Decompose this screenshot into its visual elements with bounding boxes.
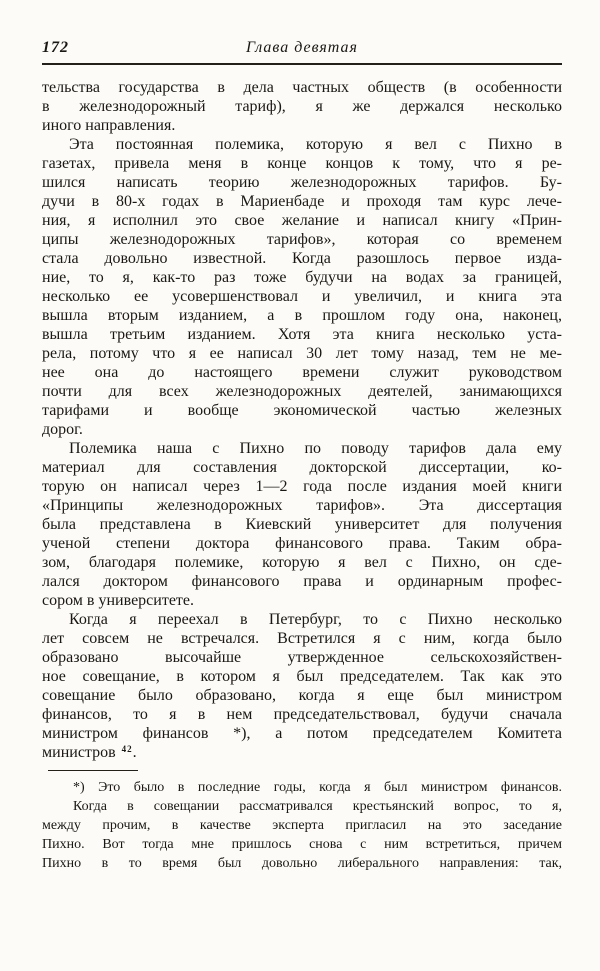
- body-line: ние, то я, как-то раз тоже будучи на водах за границей,: [42, 269, 562, 286]
- page-number: 172: [42, 39, 69, 56]
- body-line: Полемика наша с Пихно по поводу тарифов дала ему: [69, 440, 562, 457]
- body-line: «Принципы железнодорожных тарифов». Эта диссертация: [42, 497, 562, 514]
- endnote-ref: 42: [121, 744, 133, 754]
- footnote-separator: [48, 770, 138, 771]
- body-line: дорог.: [42, 421, 83, 438]
- text-segment: .: [132, 744, 137, 761]
- body-line: вышла вторым изданием, а в прошлом году она, наконец,: [42, 307, 562, 324]
- body-line: образовано высочайше утвержденное сельскохозяйствен-: [42, 649, 562, 666]
- body-line: стала довольно известной. Когда разошлось первое изда-: [42, 250, 562, 267]
- body-line: дучи в 80-х годах в Мариенбаде и проходя там курс лече-: [42, 193, 562, 210]
- text-segment: министров: [42, 744, 120, 761]
- body-line: финансов, то я в нем председательствовал, будучи сначала: [42, 706, 562, 723]
- body-line: шился написать теорию железнодорожных тарифов. Бу-: [42, 174, 562, 191]
- body-line: ное совещание, в котором я был председателем. Так как это: [42, 668, 562, 685]
- body-line: лет совсем не встречался. Встретился я с ним, когда было: [42, 630, 562, 647]
- footnote-line: Когда в совещании рассматривался крестьянский вопрос, то я,: [73, 799, 562, 814]
- header-rule: [42, 63, 562, 65]
- footnote-line: Пихно в то время был довольно либерального направления: так,: [42, 856, 562, 871]
- footnote-line: Пихно. Вот тогда мне пришлось снова с ним встретиться, причем: [42, 837, 562, 852]
- paragraph: [42, 135, 562, 439]
- body-line: Когда я переехал в Петербург, то с Пихно несколько: [69, 611, 562, 628]
- paragraph: [42, 778, 562, 797]
- body-line: лался доктором финансового права и ординарным профес-: [42, 573, 562, 590]
- body-line: тельства государства в дела частных обществ (в особенности: [42, 79, 562, 96]
- body-line: вышла третьим изданием. Хотя эта книга несколько уста-: [42, 326, 562, 343]
- body-line: была представлена в Киевский университет для получения: [42, 516, 562, 533]
- chapter-title: Глава девятая: [245, 39, 358, 56]
- running-header: [42, 38, 562, 58]
- footnote-line: между прочим, в качестве эксперта пригласил на это заседание: [42, 818, 562, 833]
- body-line: совещание было образовано, когда я еще был министром: [42, 687, 562, 704]
- body-line: сором в университете.: [42, 592, 195, 609]
- body-text: [42, 78, 562, 762]
- paragraph: [42, 797, 562, 873]
- body-line: в железнодорожный тариф), я же держался несколько: [42, 98, 562, 115]
- body-line: рела, потому что я ее написал 30 лет тому назад, тем не ме-: [42, 345, 562, 362]
- body-line: несколько ее усовершенствовал и увеличил, и книга эта: [42, 288, 562, 305]
- body-line: нее она до настоящего времени служит руководством: [42, 364, 562, 381]
- body-line: ученой степени доктора финансового права. Таким обра-: [42, 535, 562, 552]
- footnote-text: [42, 778, 562, 873]
- body-line: тарифами и вообще экономической частью железных: [42, 402, 562, 419]
- body-line: иного направления.: [42, 117, 176, 134]
- paragraph: [42, 439, 562, 610]
- paragraph: [42, 78, 562, 135]
- body-line: зом, благодаря полемике, которую я вел с Пихно, он сде-: [42, 554, 562, 571]
- body-line: газетах, привела меня в конце концов к тому, что я ре-: [42, 155, 562, 172]
- footnote-line: *) Это было в последние годы, когда я был министром финансов.: [73, 780, 562, 795]
- body-line: ципы железнодорожных тарифов», которая со временем: [42, 231, 562, 248]
- body-line: ния, я исполнил это свое желание и написал книгу «Прин-: [42, 212, 562, 229]
- body-line: торую он написал через 1—2 года после издания моей книги: [42, 478, 562, 495]
- body-line: [42, 743, 562, 762]
- body-line: почти для всех железнодорожных деятелей, занимающихся: [42, 383, 562, 400]
- body-line: министром финансов *), а потом председателем Комитета: [42, 725, 562, 742]
- body-line: Эта постоянная полемика, которую я вел с Пихно в: [69, 136, 562, 153]
- paragraph: [42, 610, 562, 762]
- body-line: материал для составления докторской диссертации, ко-: [42, 459, 562, 476]
